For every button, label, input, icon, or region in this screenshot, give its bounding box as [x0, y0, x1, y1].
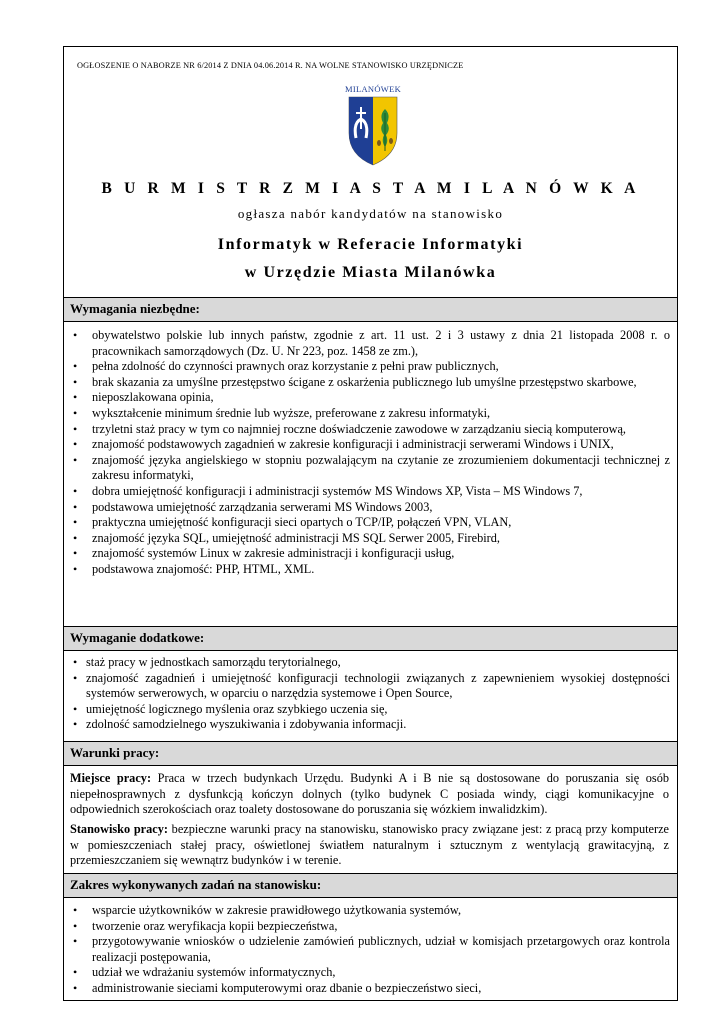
announcement-line: OGŁOSZENIE O NABORZE NR 6/2014 Z DNIA 04.06.2014 R. NA WOLNE STANOWISKO URZĘDNICZE — [77, 61, 464, 70]
list-item: • umiejętność logicznego myślenia oraz szybkiego uczenia się, — [70, 702, 670, 718]
svg-text:MILANÓWEK: MILANÓWEK — [344, 84, 402, 94]
list-item: • znajomość podstawowych zagadnień w zakresie konfiguracji i administracji serwerami Windows i UNIX, — [70, 437, 670, 453]
position-text: bezpieczne warunki pracy na stanowisku, stanowisko pracy związane jest: z pracą przy komputerze w pomieszczeniach stałej pracy, oświetlonej światłem naturalnym i sztucznym z wentylacją grawitacyjną, z przemieszczaniem się wewnątrz budynków i w terenie. — [70, 822, 669, 868]
section-heading-required: Wymagania niezbędne: — [64, 297, 677, 322]
section-heading-tasks: Zakres wykonywanych zadań na stanowisku: — [64, 873, 677, 898]
position-label: Stanowisko pracy: — [70, 822, 168, 836]
list-item: • trzyletni staż pracy w tym co najmniej roczne doświadczenie zawodowe w zarządzaniu siecią komputerową, — [70, 422, 670, 438]
list-item: • praktyczna umiejętność konfiguracji sieci opartych o TCP/IP, połączeń VPN, VLAN, — [70, 515, 670, 531]
required-list — [64, 328, 677, 578]
list-item: • nieposzlakowana opinia, — [70, 390, 670, 406]
list-item: • wykształcenie minimum średnie lub wyższe, preferowane z zakresu informatyki, — [70, 406, 670, 422]
list-item: • administrowanie sieciami komputerowymi oraz dbanie o bezpieczeństwo sieci, — [70, 981, 670, 997]
list-item: • zdolność samodzielnego wyszukiwania i zdobywania informacji. — [70, 717, 670, 733]
document-subtitle: ogłasza nabór kandydatów na stanowisko — [237, 206, 504, 221]
workplace-paragraph — [70, 771, 669, 818]
list-item: • staż pracy w jednostkach samorządu terytorialnego, — [70, 655, 670, 671]
list-item: • udział we wdrażaniu systemów informatycznych, — [70, 965, 670, 981]
list-item: • pełna zdolność do czynności prawnych oraz korzystanie z pełni praw publicznych, — [70, 359, 670, 375]
list-item: • znajomość systemów Linux w zakresie administracji i konfiguracji usług, — [70, 546, 670, 562]
workplace-label: Miejsce pracy: — [70, 771, 152, 785]
list-item: • brak skazania za umyślne przestępstwo ścigane z oskarżenia publicznego lub umyślne przestępstwo skarbowe, — [70, 375, 670, 391]
position-paragraph — [70, 822, 669, 869]
additional-list — [64, 655, 677, 733]
list-item: • obywatelstwo polskie lub innych państw, zgodnie z art. 11 ust. 2 i 3 ustawy z dnia 21 listopada 2008 r. o pracownikach samorządowych (Dz. U. Nr 223, poz. 1458 ze zm.), — [70, 328, 670, 359]
position-title-line2: w Urzędzie Miasta Milanówka — [244, 264, 497, 281]
list-item: • podstawowa umiejętność zarządzania serwerami MS Windows 2003, — [70, 500, 670, 516]
document-page — [63, 46, 678, 1001]
list-item: • znajomość języka angielskiego w stopniu pozwalającym na czytanie ze zrozumieniem dokumentacji technicznej z zakresu informatyki, — [70, 453, 670, 484]
list-item: • dobra umiejętność konfiguracji i administracji systemów MS Windows XP, Vista – MS Windows 7, — [70, 484, 670, 500]
workplace-text: Praca w trzech budynkach Urzędu. Budynki A i B nie są dostosowane do poruszania się osób niepełnosprawnych z dysfunkcją kończyn dolnych (tylko budynek C posiada windy, ciągi komunikacyjne o odpowiednich szerokościach oraz toalety dostosowane do poruszania się wózkiem inwalidzkim). — [70, 771, 670, 817]
list-item: • wsparcie użytkowników w zakresie prawidłowego użytkowania systemów, — [70, 903, 670, 919]
milanowek-coat-of-arms-logo — [343, 83, 403, 167]
list-item: • tworzenie oraz weryfikacja kopii bezpieczeństwa, — [70, 919, 670, 935]
list-item: • znajomość zagadnień i umiejętność konfiguracji technologii związanych z zapewnieniem wysokiej dostępności systemów serwerowych, w oparciu o narzędzia systemowe i Open Source, — [70, 671, 670, 702]
position-title-line1: Informatyk w Referacie Informatyki — [217, 236, 524, 253]
tasks-list — [64, 903, 677, 997]
list-item: • znajomość języka SQL, umiejętność administracji MS SQL Serwer 2005, Firebird, — [70, 531, 670, 547]
list-item: • podstawowa znajomość: PHP, HTML, XML. — [70, 562, 670, 578]
section-heading-additional: Wymaganie dodatkowe: — [64, 626, 677, 651]
section-heading-conditions: Warunki pracy: — [64, 741, 677, 766]
document-title: B U R M I S T R Z M I A S T A M I L A N Ó W K A — [101, 180, 640, 197]
list-item: • przygotowywanie wniosków o udzielenie zamówień publicznych, udział w komisjach przetargowych oraz kontrola realizacji postępowania, — [70, 934, 670, 965]
